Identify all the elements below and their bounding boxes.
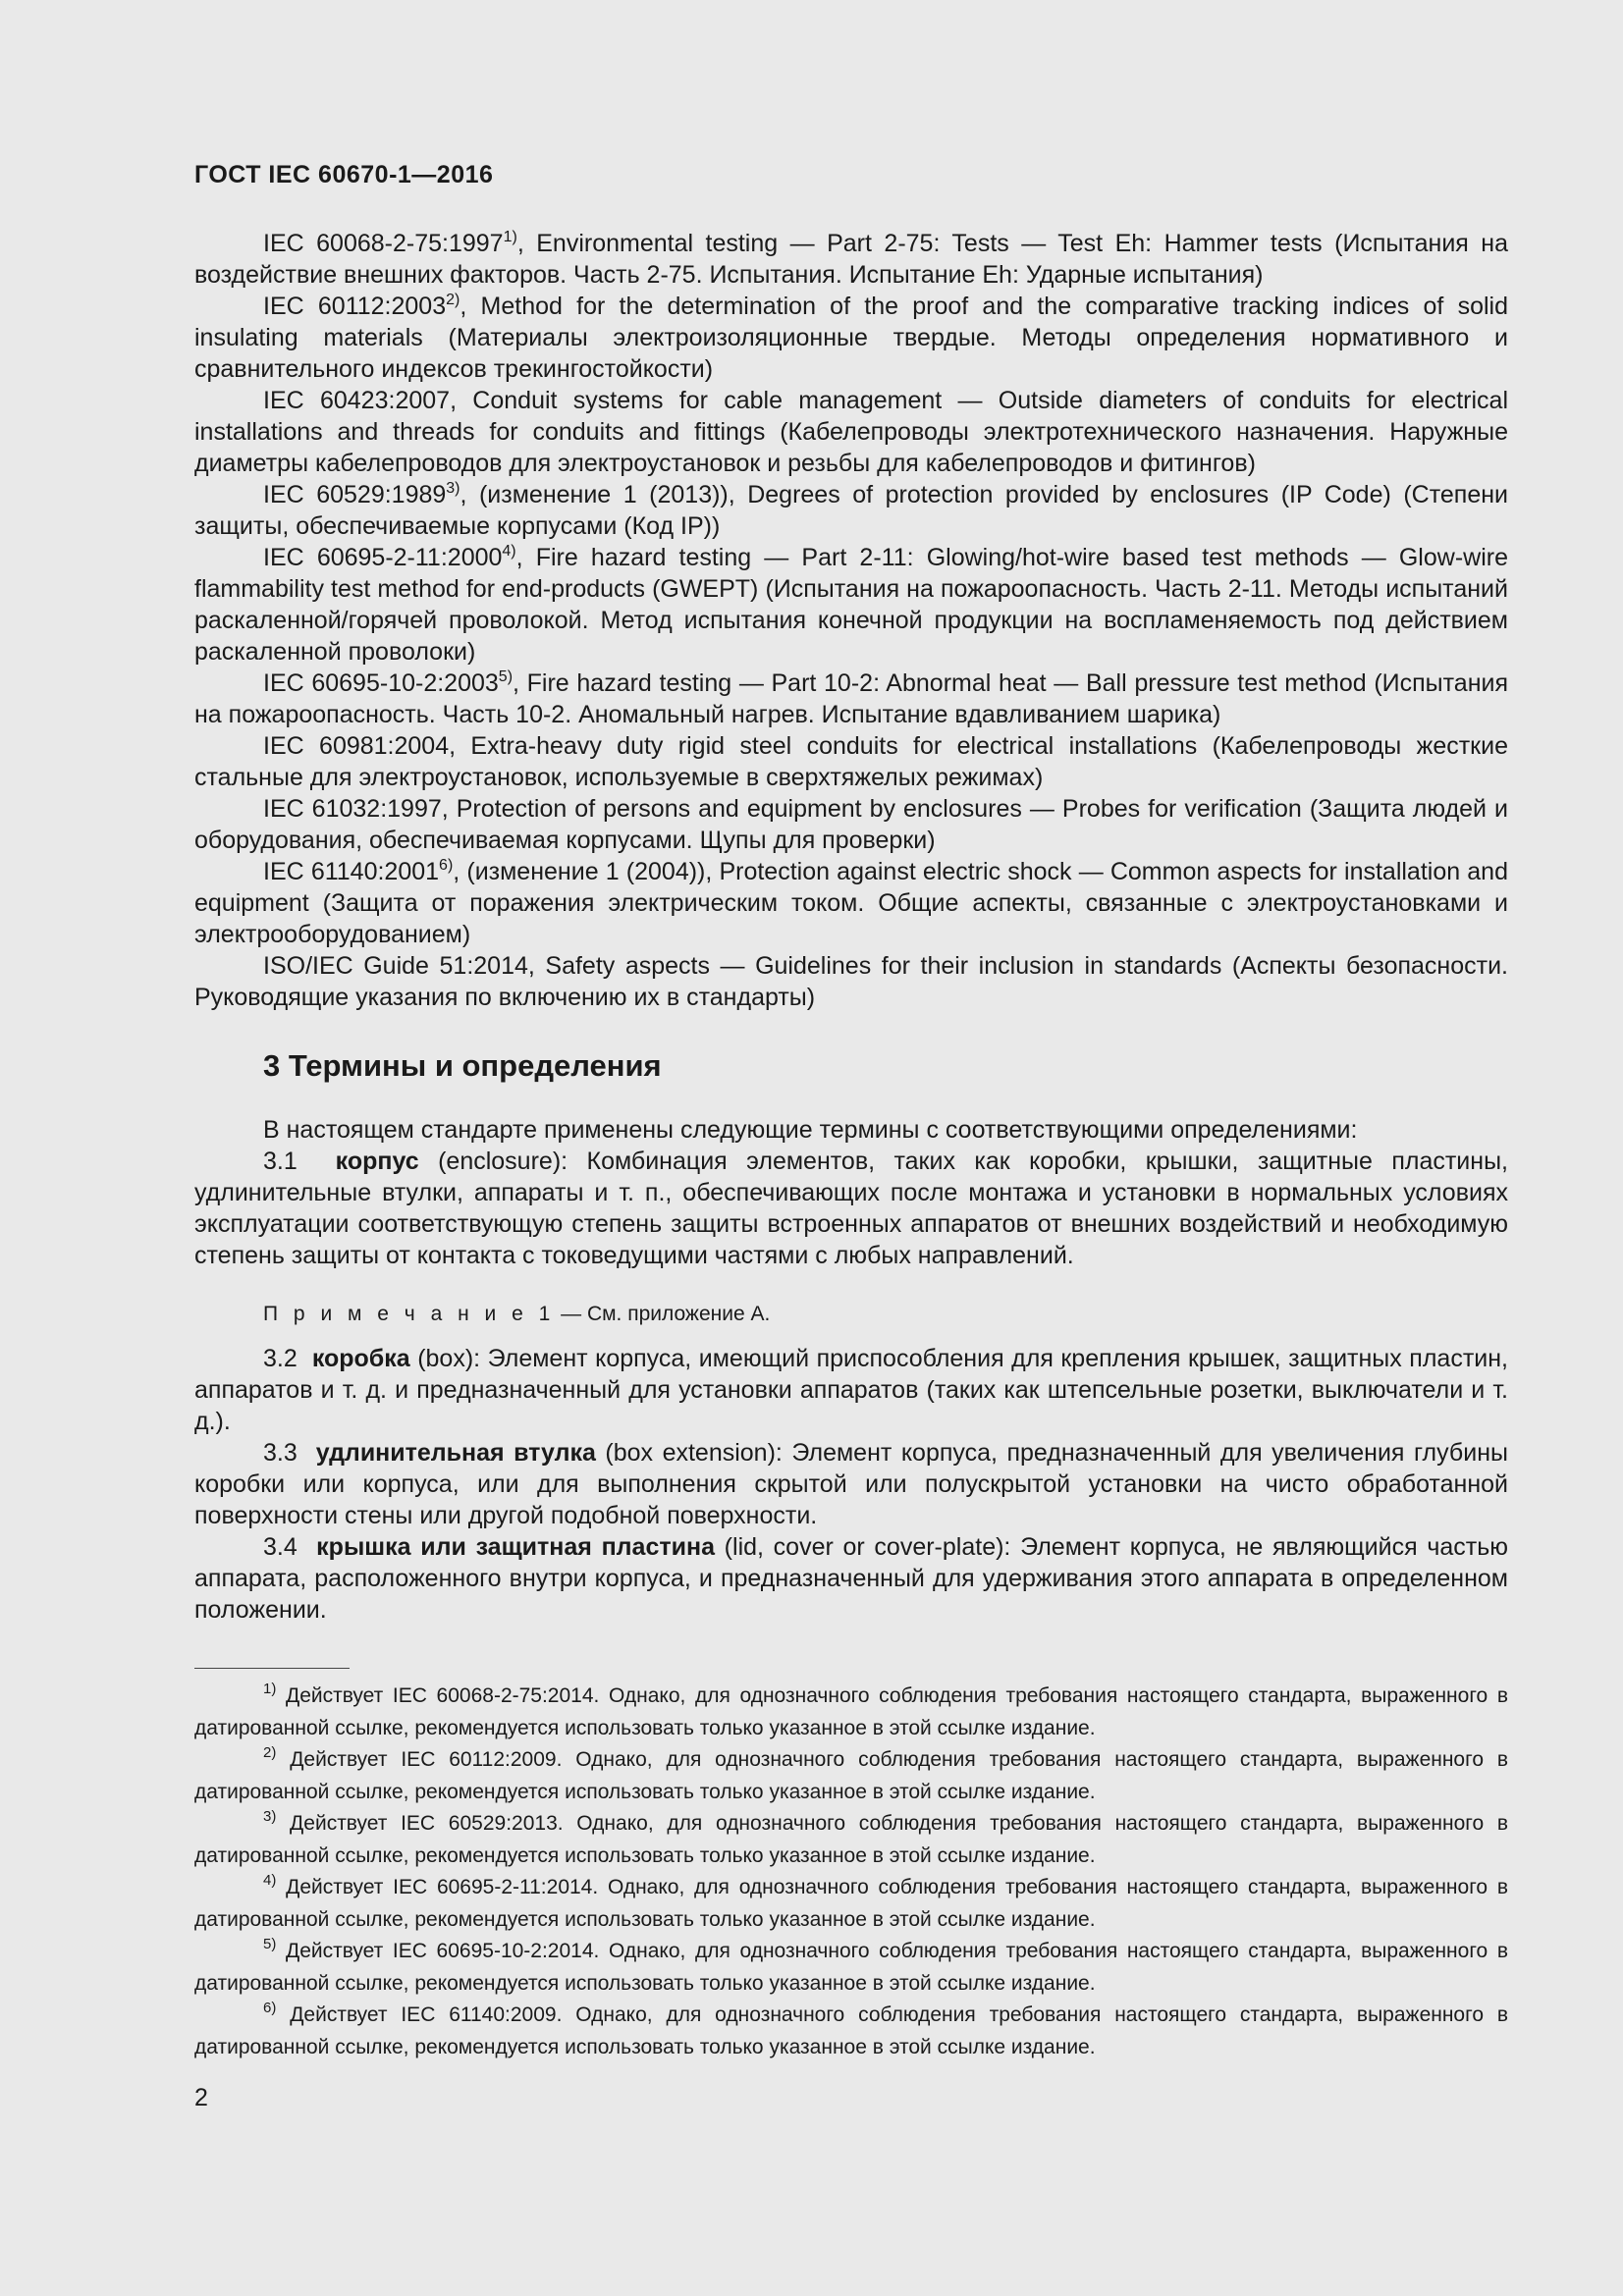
reference-item: IEC 61032:1997, Protection of persons and equipment by enclosures — Probes for verification (Защита людей и оборудования, обеспечиваемая корпусами. Щупы для проверки) [194,795,1508,854]
footnote: $^{6)}$ Действует IEC 61140:2009. Однако, для однозначного соблюдения требования настоящего стандарта, выраженного в датированной ссылке, рекомендуется использовать только указанное в этой ссылке издание. [194,2000,1508,2058]
reference-item: IEC 61140:2001$^{6)}$, (изменение 1 (2004)), Protection against electric shock — Common aspects for installation and equipment (Защита от поражения электрическим током. Общие аспекты, связанные с электроустановками и электрооборудованием) [194,857,1508,948]
note [194,1299,1508,1330]
document-header: ГОСТ IEC 60670-1—2016 [194,161,494,188]
reference-item: IEC 60529:1989$^{3)}$, (изменение 1 (2013)), Degrees of protection provided by enclosures (IP Code) (Степени защиты, обеспечиваемые корпусами (Код IP)) [194,480,1508,540]
reference-item: IEC 60068-2-75:1997$^{1)}$, Environmental testing — Part 2-75: Tests — Test Eh: Hammer tests (Испытания на воздействие внешних факторов. Часть 2-75. Испытания. Испытание Eh: Ударные испытания) [194,229,1508,289]
normative-references [194,228,1508,1013]
footnote: $^{5)}$ Действует IEC 60695-10-2:2014. Однако, для однозначного соблюдения требования настоящего стандарта, выраженного в датированной ссылке, рекомендуется использовать только указанное в этой ссылке издание. [194,1936,1508,1995]
reference-item: IEC 60112:2003$^{2)}$, Method for the determination of the proof and the comparative tracking indices of solid insulating materials (Материалы электроизоляционные твердые. Методы определения нормативного и сравнительного индексов трекингостойкости) [194,292,1508,383]
term-item: 3.4 крышка или защитная пластина (lid, cover or cover-plate): Элемент корпуса, не являющийся частью аппарата, расположенного внутри корпуса, и предназначенный для удерживания этого аппарата в определенном положении. [194,1533,1508,1624]
terms-block-1 [194,1114,1508,1271]
section-title: 3 Термины и определения [263,1048,662,1083]
footnote: $^{3)}$ Действует IEC 60529:2013. Однако, для однозначного соблюдения требования настоящего стандарта, выраженного в датированной ссылке, рекомендуется использовать только указанное в этой ссылке издание. [194,1808,1508,1867]
reference-item: IEC 60695-10-2:2003$^{5)}$, Fire hazard testing — Part 10-2: Abnormal heat — Ball pressure test method (Испытания на пожароопасность. Часть 10-2. Аномальный нагрев. Испытание вдавливанием шарика) [194,668,1508,728]
reference-item: IEC 60695-2-11:2000$^{4)}$, Fire hazard testing — Part 2-11: Glowing/hot-wire based test methods — Glow-wire flammability test method for end-products (GWEPT) (Испытания на пожароопасность. Часть 2-11. Методы испытаний раскаленной/горячей проволокой. Метод испытания конечной продукции на воспламеняемость под действием раскаленной проволоки) [194,543,1508,666]
note-text: — См. приложение А. [555,1303,771,1325]
reference-item: IEC 60981:2004, Extra-heavy duty rigid steel conduits for electrical installations (Кабелепроводы жесткие стальные для электроустановок, используемые в сверхтяжелых режимах) [194,732,1508,791]
footnote: $^{1)}$ Действует IEC 60068-2-75:2014. Однако, для однозначного соблюдения требования настоящего стандарта, выраженного в датированной ссылке, рекомендуется использовать только указанное в этой ссылке издание. [194,1681,1508,1739]
footnote-divider [194,1668,350,1669]
footnotes [194,1681,1508,2063]
term-item: 3.1 корпус (enclosure): Комбинация элементов, таких как коробки, крышки, защитные пластины, удлинительные втулки, аппараты и т. п., обеспечивающих после монтажа и установки в нормальных условиях эксплуатации соответствующую степень защиты встроенных аппаратов от внешних воздействий и необходимую степень защиты от контакта с токоведущими частями с любых направлений. [194,1148,1508,1269]
footnote: $^{2)}$ Действует IEC 60112:2009. Однако, для однозначного соблюдения требования настоящего стандарта, выраженного в датированной ссылке, рекомендуется использовать только указанное в этой ссылке издание. [194,1744,1508,1803]
reference-item: IEC 60423:2007, Conduit systems for cable management — Outside diameters of conduits for electrical installations and threads for conduits and fittings (Кабелепроводы электротехнического назначения. Наружные диаметры кабелепроводов для электроустановок и резьбы для кабелепроводов и фитингов) [194,387,1508,477]
terms-block-2 [194,1343,1508,1626]
page-number: 2 [194,2084,208,2111]
reference-item: ISO/IEC Guide 51:2014, Safety aspects — Guidelines for their inclusion in standards (Аспекты безопасности. Руководящие указания по включению их в стандарты) [194,952,1508,1011]
note-label: П р и м е ч а н и е 1 [263,1303,556,1325]
term-item: 3.2 коробка (box): Элемент корпуса, имеющий приспособления для крепления крышек, защитных пластин, аппаратов и т. д. и предназначенный для установки аппаратов (таких как штепсельные розетки, выключатели и т. д.). [194,1345,1508,1435]
footnote: $^{4)}$ Действует IEC 60695-2-11:2014. Однако, для однозначного соблюдения требования настоящего стандарта, выраженного в датированной ссылке, рекомендуется использовать только указанное в этой ссылке издание. [194,1872,1508,1931]
term-item: 3.3 удлинительная втулка (box extension): Элемент корпуса, предназначенный для увеличения глубины коробки или корпуса, или для выполнения скрытой или полускрытой установки на чисто обработанной поверхности стены или другой подобной поверхности. [194,1439,1508,1529]
terms-intro: В настоящем стандарте применены следующие термины с соответствующими определениями: [263,1116,1358,1144]
